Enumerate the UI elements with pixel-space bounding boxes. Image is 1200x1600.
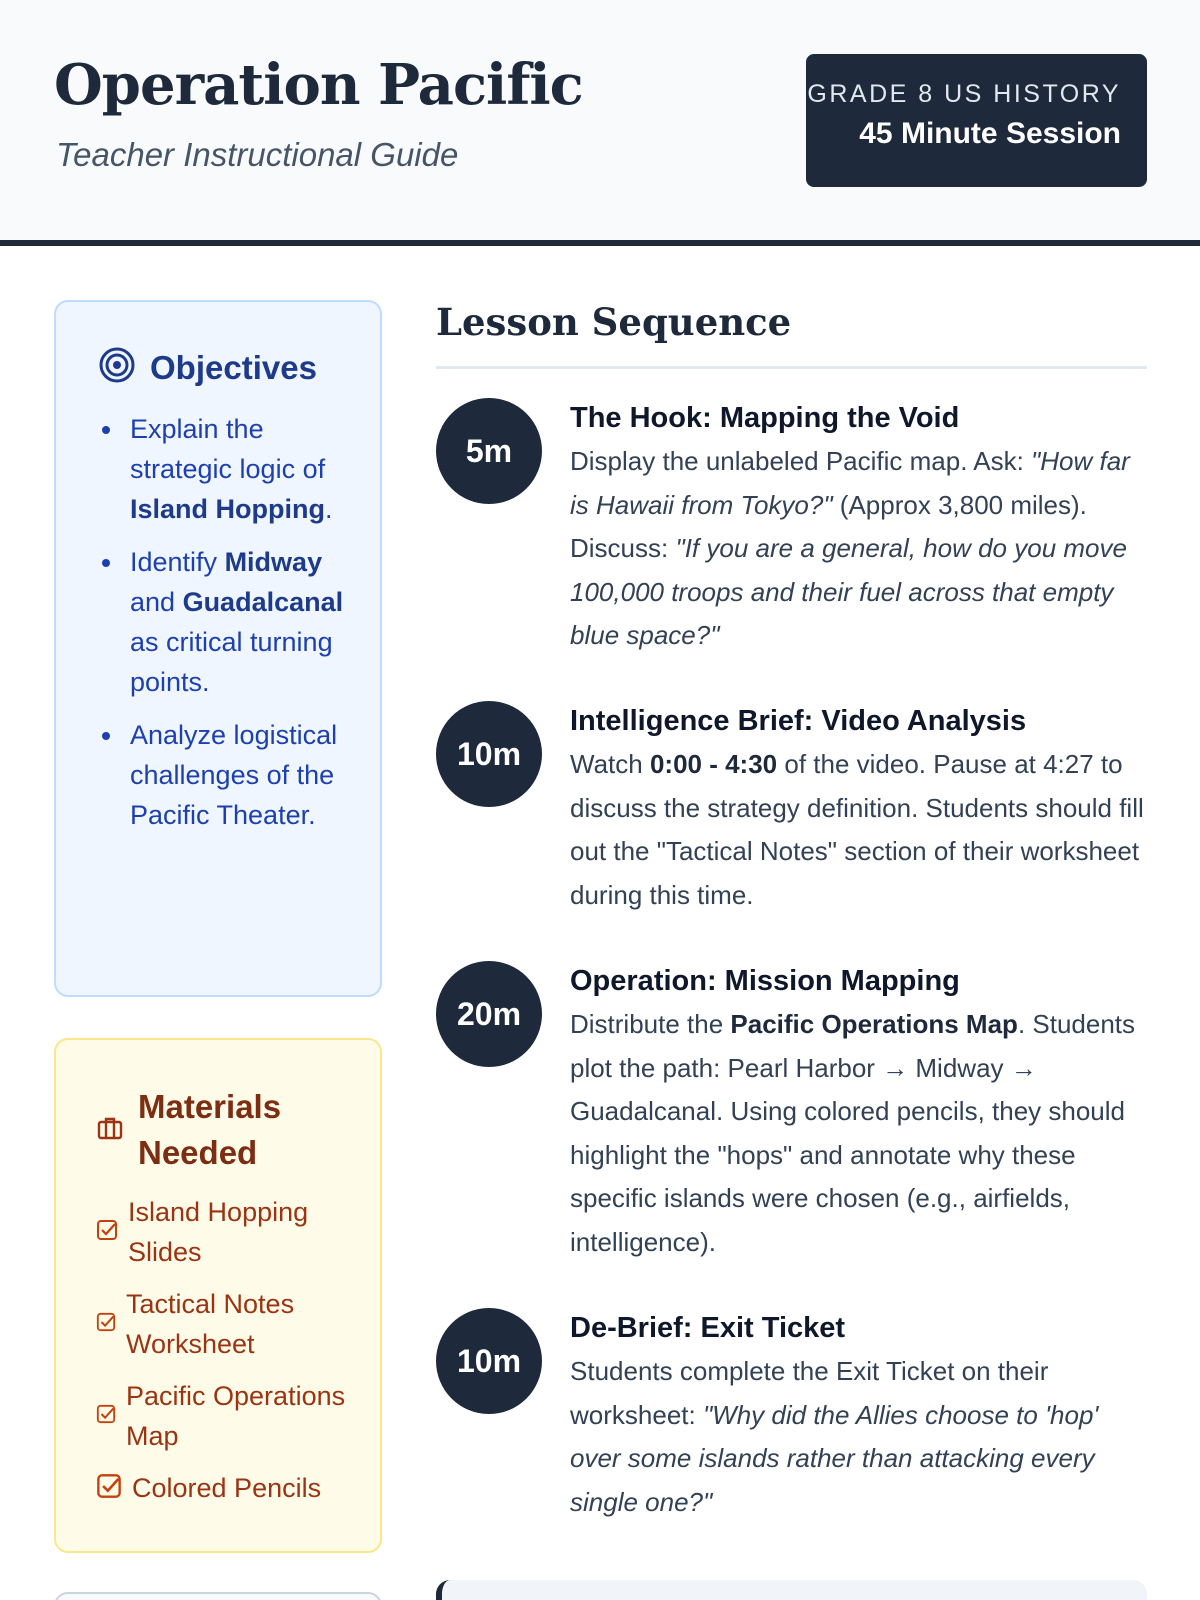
- time-badge: 10m: [436, 1308, 542, 1414]
- materials-header: [96, 1084, 354, 1176]
- materials-card: [54, 1038, 382, 1553]
- material-item: [96, 1284, 354, 1364]
- material-label: Pacific Operations Map: [126, 1381, 346, 1451]
- document-title: Operation Pacific: [54, 52, 583, 118]
- briefcase-icon: [96, 1114, 124, 1147]
- objectives-list: [98, 409, 350, 835]
- material-label: Island Hopping Slides: [128, 1197, 309, 1267]
- step-content: [570, 398, 1147, 658]
- session-duration: 45 Minute Session: [859, 117, 1121, 150]
- step-description: Students complete the Exit Ticket on their worksheet: "Why did the Allies choose to 'hop' over some islands rather than attacking every single one?": [570, 1356, 1099, 1517]
- objective-item: Explain the strategic logic of Island Hopping.: [98, 409, 350, 529]
- objectives-header: [98, 346, 350, 389]
- time-badge: 10m: [436, 701, 542, 807]
- checkbox-checked-icon: [96, 1404, 116, 1429]
- objectives-card: [54, 300, 382, 997]
- material-item: [96, 1468, 354, 1508]
- step-content: [570, 1308, 1147, 1524]
- material-item: [96, 1376, 354, 1456]
- step-title: De-Brief: Exit Ticket: [570, 1312, 846, 1344]
- material-label: Colored Pencils: [132, 1473, 322, 1503]
- page-header: [0, 0, 1200, 246]
- step-description: Distribute the Pacific Operations Map. Students plot the path: Pearl Harbor → Midway → Guadalcanal. Using colored pencils, they should highlight the "hops" and annotate why these specific islands were chosen (e.g., airfields, intelligence).: [570, 1009, 1136, 1257]
- step-title: Operation: Mission Mapping: [570, 965, 960, 997]
- objectives-title: Objectives: [150, 348, 317, 386]
- target-icon: [98, 346, 136, 389]
- checkbox-checked-icon: [96, 1312, 116, 1337]
- materials-list: [96, 1192, 354, 1508]
- time-badge: 5m: [436, 398, 542, 504]
- content-card-partial: [436, 1580, 1147, 1600]
- material-label: Tactical Notes Worksheet: [126, 1289, 295, 1359]
- grade-label: GRADE 8 US HISTORY: [807, 80, 1121, 108]
- checkbox-checked-icon: [96, 1219, 118, 1246]
- step-title: Intelligence Brief: Video Analysis: [570, 705, 1027, 737]
- step-content: [570, 701, 1147, 917]
- time-badge: 20m: [436, 961, 542, 1067]
- materials-title: Materials Needed: [138, 1088, 282, 1171]
- lesson-sequence-title: Lesson Sequence: [436, 300, 792, 344]
- step-description: Watch 0:00 - 4:30 of the video. Pause at 4:27 to discuss the strategy definition. Students should fill out the "Tactical Notes" section of their worksheet during this time.: [570, 749, 1144, 910]
- step-content: [570, 961, 1147, 1264]
- checkbox-checked-icon: [96, 1473, 122, 1504]
- divider: [436, 366, 1147, 369]
- sidebar-card-partial: [54, 1592, 382, 1600]
- material-item: [96, 1192, 354, 1272]
- step-title: The Hook: Mapping the Void: [570, 402, 960, 434]
- objective-item: Analyze logistical challenges of the Pacific Theater.: [98, 715, 350, 835]
- session-info-card: [806, 54, 1147, 187]
- objective-item: Identify Midway and Guadalcanal as critical turning points.: [98, 542, 350, 702]
- document-subtitle: Teacher Instructional Guide: [56, 136, 459, 173]
- step-description: Display the unlabeled Pacific map. Ask: "How far is Hawaii from Tokyo?" (Approx 3,800 miles). Discuss: "If you are a general, how do you move 100,000 troops and their fuel across that empty blue space?": [570, 446, 1130, 650]
